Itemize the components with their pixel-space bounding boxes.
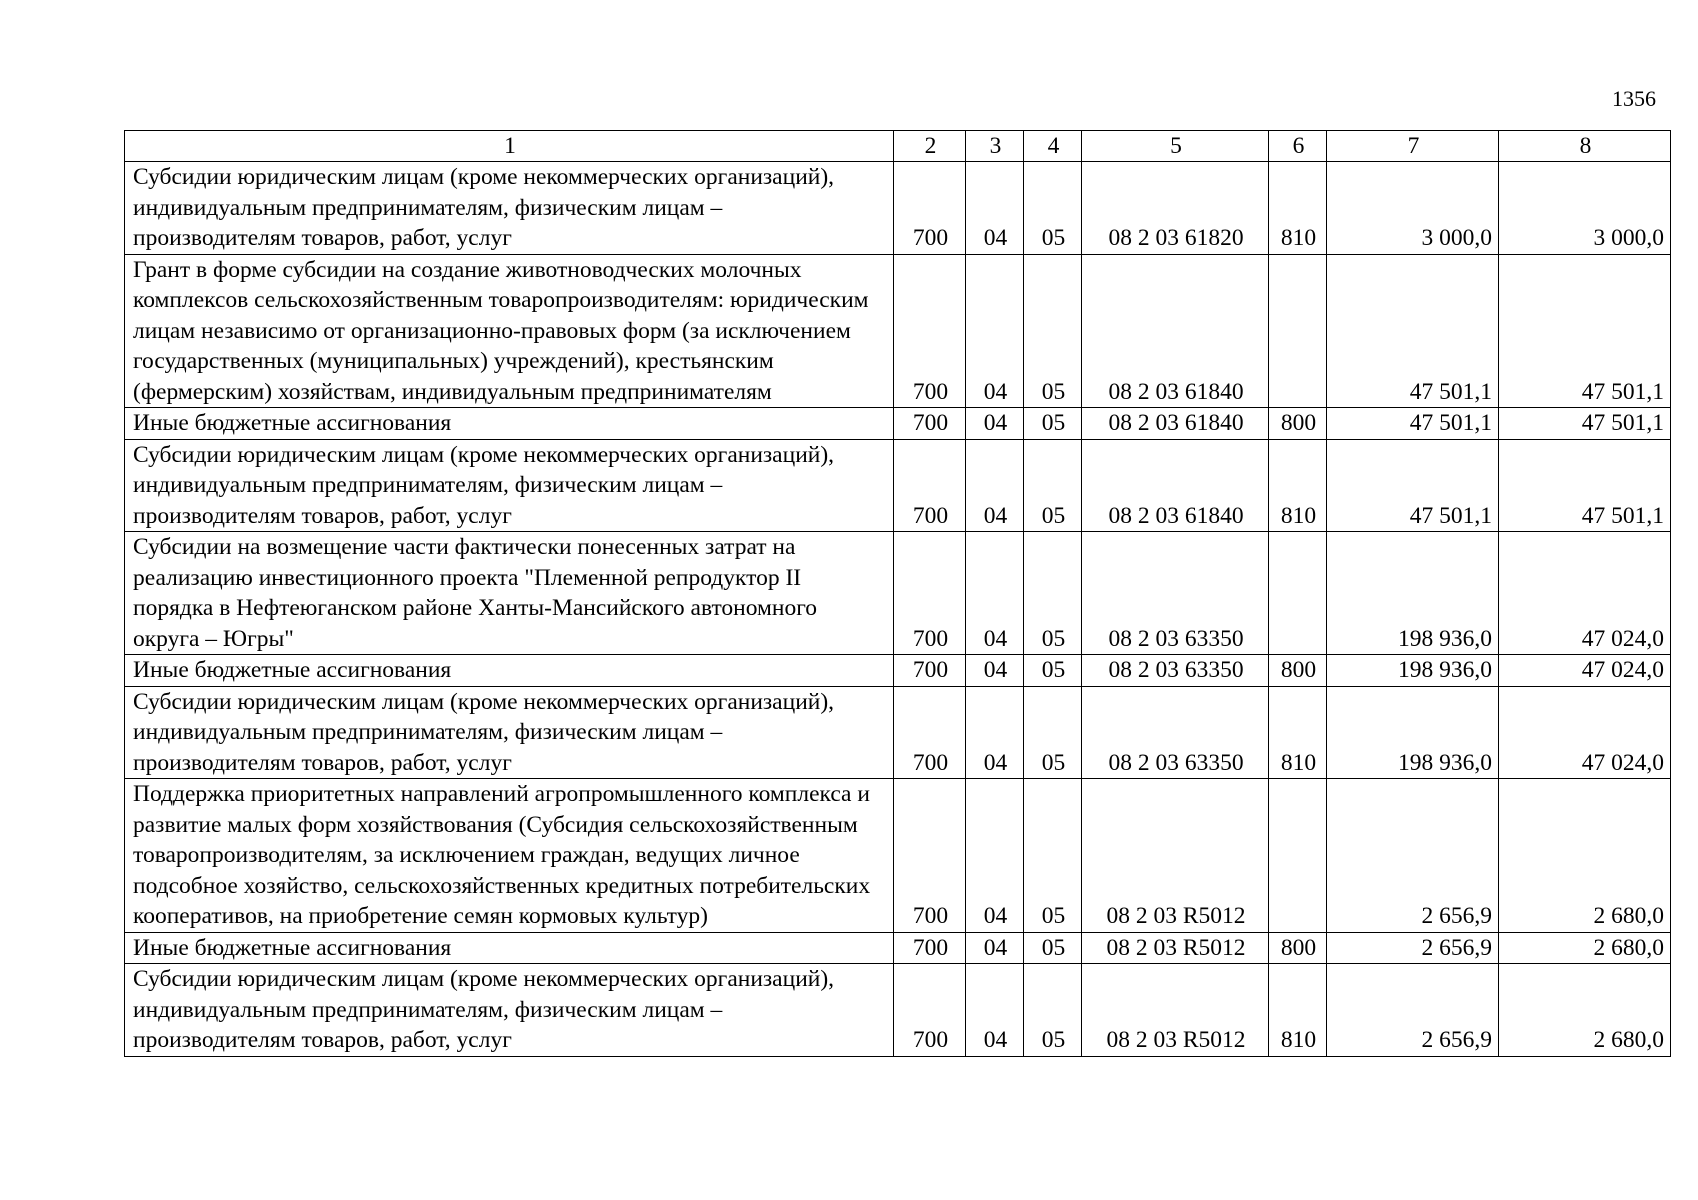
amount-year-1: 47 501,1	[1327, 439, 1499, 532]
row-description: Иные бюджетные ассигнования	[125, 932, 894, 964]
section-code: 04	[966, 439, 1024, 532]
column-header: 3	[966, 131, 1024, 162]
column-header: 1	[125, 131, 894, 162]
subsection-code: 05	[1024, 964, 1082, 1057]
ministry-code: 700	[894, 408, 966, 440]
ministry-code: 700	[894, 932, 966, 964]
ministry-code: 700	[894, 686, 966, 779]
section-code: 04	[966, 532, 1024, 655]
section-code: 04	[966, 964, 1024, 1057]
amount-year-2: 3 000,0	[1499, 162, 1671, 255]
subsection-code: 05	[1024, 254, 1082, 408]
expense-type-code: 810	[1269, 439, 1327, 532]
table-row	[125, 686, 1671, 779]
column-header: 8	[1499, 131, 1671, 162]
target-article-code: 08 2 03 63350	[1082, 686, 1269, 779]
amount-year-1: 47 501,1	[1327, 408, 1499, 440]
subsection-code: 05	[1024, 655, 1082, 687]
amount-year-2: 2 680,0	[1499, 932, 1671, 964]
ministry-code: 700	[894, 532, 966, 655]
column-header: 5	[1082, 131, 1269, 162]
table-row	[125, 162, 1671, 255]
expense-type-code	[1269, 532, 1327, 655]
ministry-code: 700	[894, 964, 966, 1057]
amount-year-1: 198 936,0	[1327, 655, 1499, 687]
expense-type-code: 810	[1269, 162, 1327, 255]
section-code: 04	[966, 779, 1024, 933]
row-description: Субсидии юридическим лицам (кроме некоммерческих организаций), индивидуальным предпринимателям, физическим лицам – производителям товаров, работ, услуг	[125, 686, 894, 779]
amount-year-2: 47 501,1	[1499, 408, 1671, 440]
table-body	[125, 162, 1671, 1057]
subsection-code: 05	[1024, 408, 1082, 440]
ministry-code: 700	[894, 254, 966, 408]
expense-type-code	[1269, 254, 1327, 408]
ministry-code: 700	[894, 162, 966, 255]
ministry-code: 700	[894, 655, 966, 687]
table-row	[125, 964, 1671, 1057]
row-description: Грант в форме субсидии на создание животноводческих молочных комплексов сельскохозяйственным товаропроизводителям: юридическим лицам независимо от организационно-правовых форм (за исключением государственных (муниципальных) учреждений), крестьянским (фермерским) хозяйствам, индивидуальным предпринимателям	[125, 254, 894, 408]
section-code: 04	[966, 932, 1024, 964]
row-description: Субсидии юридическим лицам (кроме некоммерческих организаций), индивидуальным предпринимателям, физическим лицам – производителям товаров, работ, услуг	[125, 162, 894, 255]
target-article-code: 08 2 03 63350	[1082, 655, 1269, 687]
section-code: 04	[966, 162, 1024, 255]
amount-year-2: 47 024,0	[1499, 686, 1671, 779]
column-header: 2	[894, 131, 966, 162]
amount-year-1: 198 936,0	[1327, 686, 1499, 779]
table-row	[125, 254, 1671, 408]
amount-year-2: 47 024,0	[1499, 532, 1671, 655]
target-article-code: 08 2 03 63350	[1082, 532, 1269, 655]
row-description: Иные бюджетные ассигнования	[125, 408, 894, 440]
expense-type-code: 810	[1269, 964, 1327, 1057]
subsection-code: 05	[1024, 532, 1082, 655]
table-row	[125, 655, 1671, 687]
ministry-code: 700	[894, 779, 966, 933]
subsection-code: 05	[1024, 779, 1082, 933]
budget-table	[124, 130, 1671, 1057]
amount-year-2: 47 501,1	[1499, 254, 1671, 408]
expense-type-code: 810	[1269, 686, 1327, 779]
header-row	[125, 131, 1671, 162]
section-code: 04	[966, 408, 1024, 440]
subsection-code: 05	[1024, 686, 1082, 779]
table-row	[125, 408, 1671, 440]
amount-year-1: 2 656,9	[1327, 964, 1499, 1057]
row-description: Субсидии юридическим лицам (кроме некоммерческих организаций), индивидуальным предпринимателям, физическим лицам – производителям товаров, работ, услуг	[125, 964, 894, 1057]
amount-year-2: 2 680,0	[1499, 779, 1671, 933]
ministry-code: 700	[894, 439, 966, 532]
row-description: Иные бюджетные ассигнования	[125, 655, 894, 687]
target-article-code: 08 2 03 61820	[1082, 162, 1269, 255]
amount-year-1: 2 656,9	[1327, 932, 1499, 964]
section-code: 04	[966, 655, 1024, 687]
row-description: Поддержка приоритетных направлений агропромышленного комплекса и развитие малых форм хозяйствования (Субсидия сельскохозяйственным товаропроизводителям, за исключением граждан, ведущих личное подсобное хозяйство, сельскохозяйственных кредитных потребительских кооперативов, на приобретение семян кормовых культур)	[125, 779, 894, 933]
subsection-code: 05	[1024, 162, 1082, 255]
expense-type-code	[1269, 779, 1327, 933]
table-row	[125, 779, 1671, 933]
target-article-code: 08 2 03 61840	[1082, 408, 1269, 440]
amount-year-1: 3 000,0	[1327, 162, 1499, 255]
row-description: Субсидии на возмещение части фактически понесенных затрат на реализацию инвестиционного проекта "Племенной репродуктор II порядка в Нефтеюганском районе Ханты-Мансийского автономного округа – Югры"	[125, 532, 894, 655]
amount-year-2: 2 680,0	[1499, 964, 1671, 1057]
table-row	[125, 932, 1671, 964]
section-code: 04	[966, 686, 1024, 779]
target-article-code: 08 2 03 R5012	[1082, 779, 1269, 933]
amount-year-2: 47 024,0	[1499, 655, 1671, 687]
amount-year-1: 198 936,0	[1327, 532, 1499, 655]
table-row	[125, 439, 1671, 532]
target-article-code: 08 2 03 R5012	[1082, 932, 1269, 964]
row-description: Субсидии юридическим лицам (кроме некоммерческих организаций), индивидуальным предпринимателям, физическим лицам – производителям товаров, работ, услуг	[125, 439, 894, 532]
subsection-code: 05	[1024, 932, 1082, 964]
column-header: 6	[1269, 131, 1327, 162]
target-article-code: 08 2 03 R5012	[1082, 964, 1269, 1057]
expense-type-code: 800	[1269, 932, 1327, 964]
section-code: 04	[966, 254, 1024, 408]
amount-year-1: 2 656,9	[1327, 779, 1499, 933]
expense-type-code: 800	[1269, 408, 1327, 440]
target-article-code: 08 2 03 61840	[1082, 254, 1269, 408]
subsection-code: 05	[1024, 439, 1082, 532]
target-article-code: 08 2 03 61840	[1082, 439, 1269, 532]
column-header: 4	[1024, 131, 1082, 162]
column-header: 7	[1327, 131, 1499, 162]
page-number: 1356	[1612, 86, 1656, 111]
amount-year-1: 47 501,1	[1327, 254, 1499, 408]
expense-type-code: 800	[1269, 655, 1327, 687]
table-row	[125, 532, 1671, 655]
amount-year-2: 47 501,1	[1499, 439, 1671, 532]
